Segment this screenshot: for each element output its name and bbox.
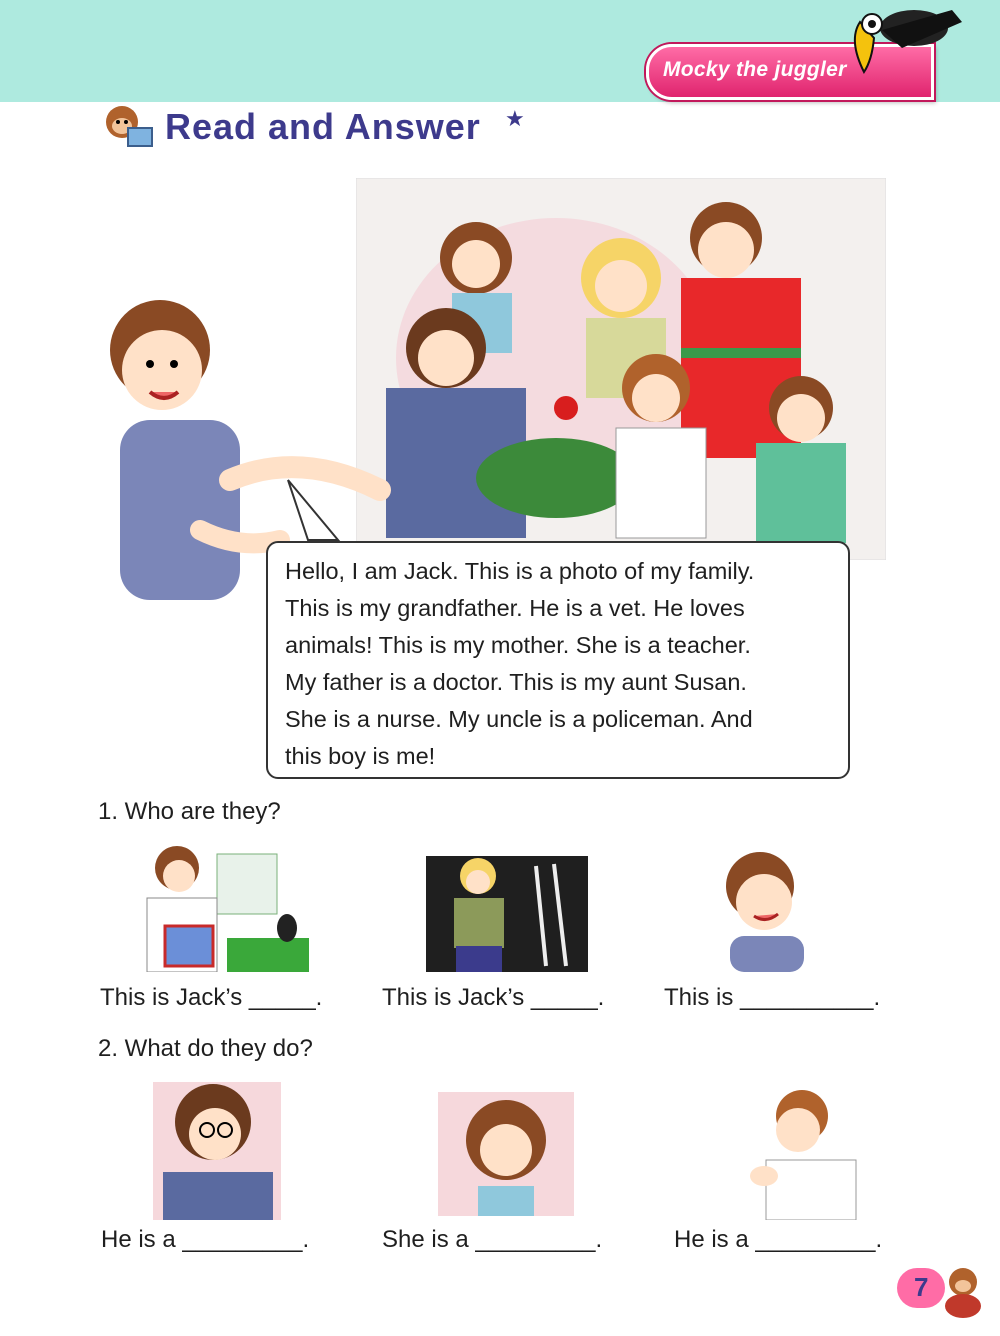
q1-answer-1: This is Jack’s _____. (100, 984, 323, 1011)
bubble-line: My father is a doctor. This is my aunt Susan. (285, 669, 747, 695)
question-2-prompt: 2. What do they do? (98, 1035, 313, 1062)
speech-bubble (266, 541, 850, 779)
jack-picture (714, 850, 814, 972)
page-number: 7 (914, 1272, 929, 1302)
star-icon: ★ (505, 106, 525, 131)
aunt-picture (438, 1092, 574, 1216)
bubble-line: Hello, I am Jack. This is a photo of my family. (285, 558, 755, 584)
speech-bubble-text (285, 553, 834, 775)
section-title: Read and Answer (165, 106, 481, 147)
unit-tab-label: Mocky the juggler (663, 58, 847, 81)
monkey-icon (938, 1264, 988, 1318)
teacher-picture (426, 856, 588, 972)
uncle-picture (742, 1086, 858, 1220)
q1-answer-2: This is Jack’s _____. (382, 984, 605, 1011)
family-photo (356, 178, 886, 560)
bubble-tail (278, 470, 358, 550)
q2-answer-2: She is a _________. (382, 1226, 603, 1253)
q2-answer-1: He is a _________. (101, 1226, 310, 1253)
toucan-icon (842, 0, 972, 95)
bubble-line: animals! This is my mother. She is a teacher. (285, 632, 751, 658)
doctor-picture (137, 838, 309, 972)
bubble-line: She is a nurse. My uncle is a policeman. And (285, 706, 753, 732)
q1-answer-3: This is __________. (664, 984, 881, 1011)
q2-answer-3: He is a _________. (674, 1226, 883, 1253)
reading-monkey-icon (98, 102, 156, 150)
bubble-line: this boy is me! (285, 743, 436, 769)
grandfather-picture (153, 1082, 281, 1220)
bubble-line: This is my grandfather. He is a vet. He loves (285, 595, 745, 621)
question-1-prompt: 1. Who are they? (98, 798, 281, 825)
